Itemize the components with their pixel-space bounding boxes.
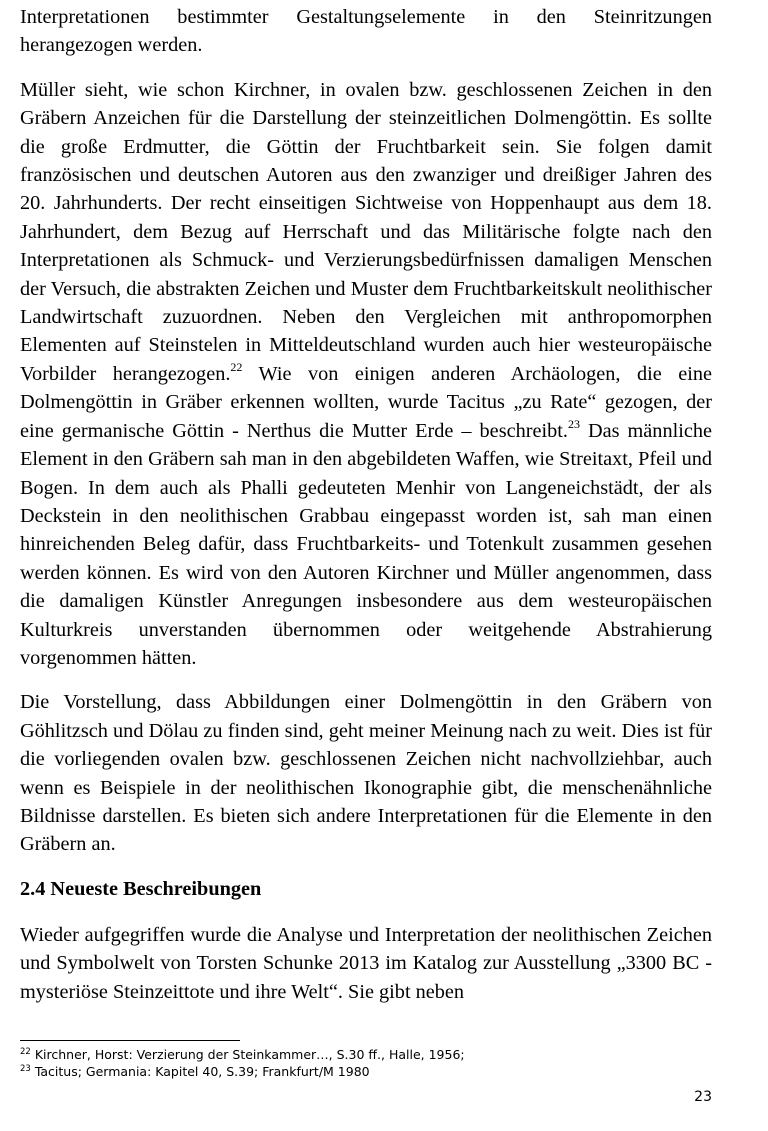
page-number: 23 bbox=[694, 1089, 712, 1105]
section-heading: 2.4 Neueste Beschreibungen bbox=[20, 877, 262, 900]
paragraph bbox=[20, 3, 712, 60]
paragraph-text: Das männliche Element in den Gräbern sah man in den abgebildeten Waffen, wie Streitaxt, Pfeil und Bogen. In dem auch als Phalli gedeuteten Menhir von Langeneichstädt, der als Deckstein in den neolithischen Grabbau eingepasst worden ist, sah man einen hinreichenden Beleg dafür, dass Fruchtbarkeits- und Totenkult zusammen gesehen werden können. Es wird von den Autoren Kirchner und Müller angenommen, dass die damaligen Künstler Anregungen insbesondere aus dem westeuropäischen Kulturkreis unverstanden übernommen oder weitgehende Abstrahierung vorgenommen hätten. bbox=[20, 419, 713, 669]
paragraph bbox=[20, 76, 712, 673]
footnote-text: Tacitus; Germania: Kapitel 40, S.39; Frankfurt/M 1980 bbox=[34, 1064, 370, 1079]
paragraph-text: Wieder aufgegriffen wurde die Analyse und Interpretation der neolithischen Zeichen und Symbolwelt von Torsten Schunke 2013 im Katalog zur Ausstellung „3300 BC - mysteriöse Steinzeittote und ihre Welt“. Sie gibt neben bbox=[20, 923, 712, 1003]
footnote-separator bbox=[20, 1040, 240, 1041]
footnote-23 bbox=[20, 1063, 712, 1080]
paragraph-text: Interpretationen bestimmter Gestaltungselemente in den Steinritzungen herangezogen werden. bbox=[20, 6, 712, 57]
paragraph-text: Die Vorstellung, dass Abbildungen einer Dolmengöttin in den Gräbern von Göhlitzsch und Dölau zu finden sind, geht meiner Meinung nach zu weit. Dies ist für die vorliegenden ovalen bzw. geschlossenen Zeichen nicht nachvollziehbar, auch wenn es Beispiele in der neolithischen Ikonographie gibt, die menschenähnliche Bildnisse darstellen. Es bieten sich andere Interpretationen für die Elemente in den Gräbern an. bbox=[20, 691, 712, 856]
paragraph bbox=[20, 921, 712, 1006]
paragraph-text: Müller sieht, wie schon Kirchner, in ovalen bzw. geschlossenen Zeichen in den Gräbern Anzeichen für die Darstellung der steinzeitlichen Dolmengöttin. Es sollte die große Erdmutter, die Göttin der Fruchtbarkeit sein. Sie folgen damit französischen und deutschen Autoren aus den zwanziger und dreißiger Jahren des 20. Jahrhunderts. Der recht einseitigen Sichtweise von Hoppenhaupt aus dem 18. Jahrhundert, dem Bezug auf Herrschaft und das Militärische folgte nach den Interpretationen als Schmuck- und Verzierungsbedürfnissen damaligen Menschen der Versuch, die abstrakten Zeichen und Muster dem Fruchtbarkeitskult neolithischer Landwirtschaft zuzuordnen. Neben den Vergleichen mit anthropomorphen Elementen auf Steinstelen in Mitteldeutschland wurden auch hier westeuropäische Vorbilder herangezogen. bbox=[20, 78, 712, 385]
footnote-22 bbox=[20, 1046, 712, 1063]
paragraph bbox=[20, 688, 712, 858]
paragraph-text: Wie von einigen anderen Archäologen, die eine Dolmengöttin in Gräber erkennen wollten, wurde Tacitus „zu Rate“ gezogen, der eine germanische Göttin - Nerthus die Mutter Erde – beschreibt. bbox=[20, 362, 712, 442]
document-page bbox=[20, 0, 712, 1006]
footnote-reference-22[interactable]: 22 bbox=[230, 359, 243, 374]
footnotes bbox=[20, 1046, 712, 1080]
footnote-reference-23[interactable]: 23 bbox=[567, 416, 580, 431]
footnote-text: Kirchner, Horst: Verzierung der Steinkammer…, S.30 ff., Halle, 1956; bbox=[34, 1047, 465, 1062]
footnote-number: 23 bbox=[20, 1064, 31, 1074]
footnote-number: 22 bbox=[20, 1047, 31, 1057]
